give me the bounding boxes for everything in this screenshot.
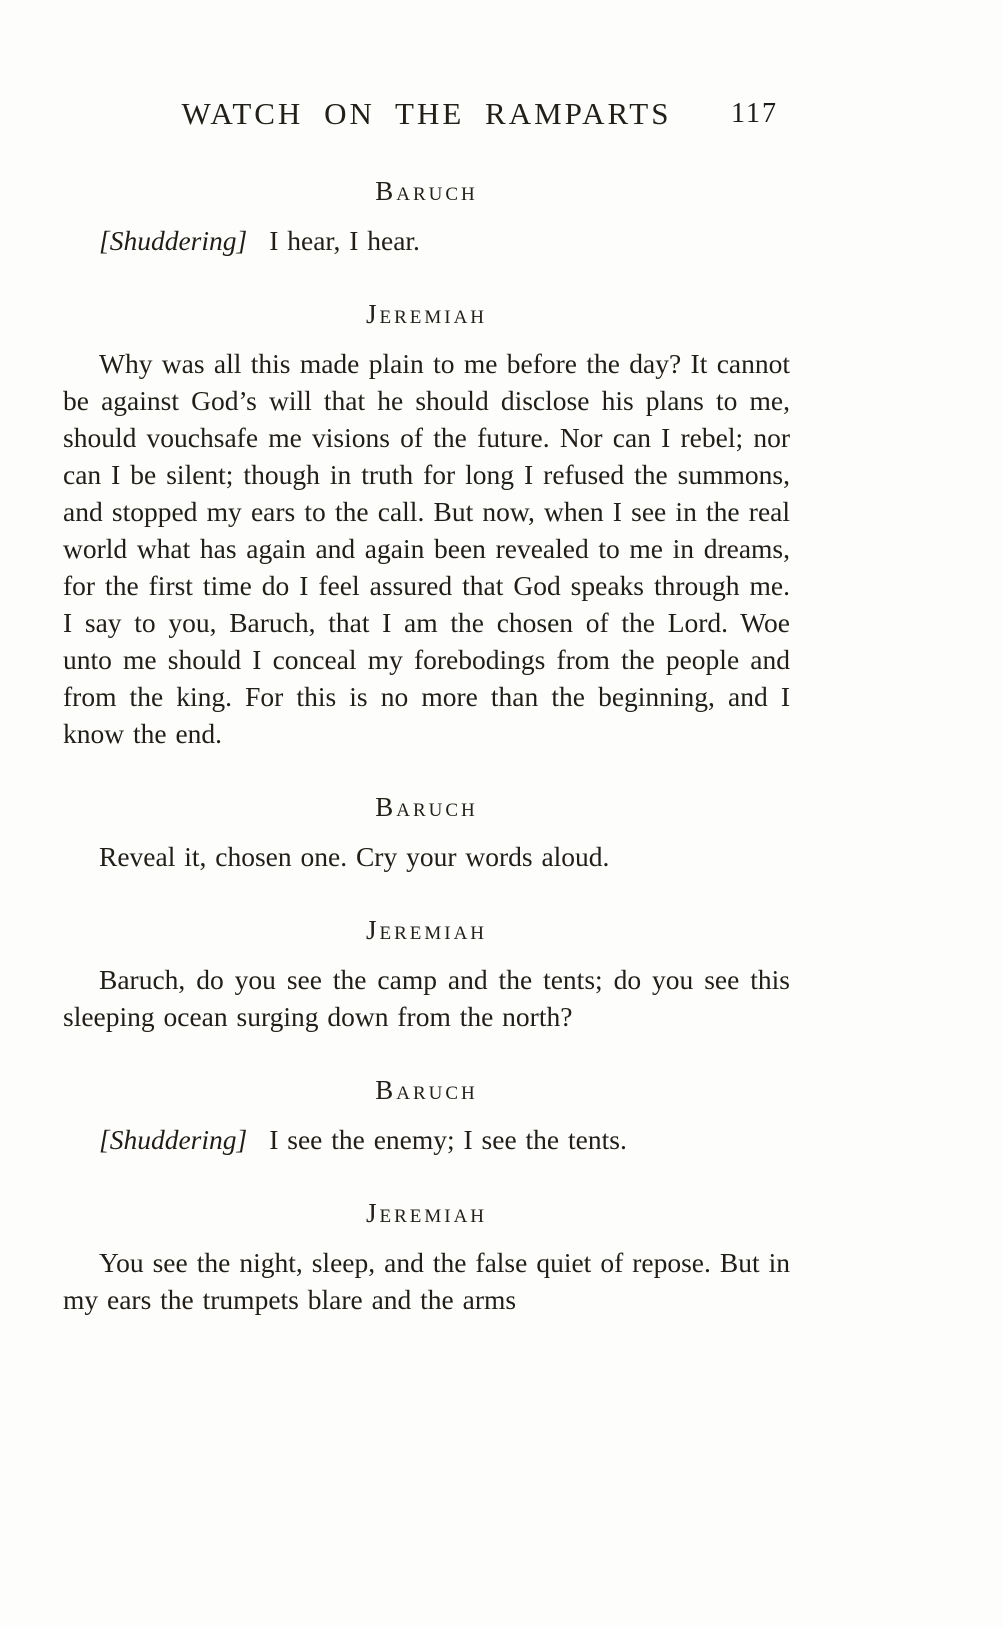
dialogue-line [63, 222, 790, 259]
speech-text: Baruch, do you see the camp and the tents; do you see this sleeping ocean surging down from the north? [63, 964, 790, 1032]
speaker-name: Jeremiah [365, 915, 488, 945]
speech-block [63, 176, 790, 259]
speaker-name: Jeremiah [365, 299, 488, 329]
text-block [63, 96, 790, 1352]
speech-text: You see the night, sleep, and the false quiet of repose. But in my ears the trumpets blare and the arms [63, 1247, 790, 1315]
stage-direction: [Shuddering] [99, 1124, 248, 1155]
speech-text: I see the enemy; I see the tents. [269, 1124, 627, 1155]
speech-block [63, 792, 790, 875]
running-header [63, 96, 790, 136]
speech-text: Why was all this made plain to me before the day? It cannot be against God’s will that he should disclose his plans to me, should vouchsafe me visions of the future. Nor can I rebel; nor can I be silent; though in truth for long I refused the summons, and stopped my ears to the call. But now, when I see in the real world what has again and again been revealed to me in dreams, for the first time do I feel assured that God speaks through me. I say to you, Baruch, that I am the chosen of the Lord. Woe unto me should I conceal my forebodings from the people and from the king. For this is no more than the beginning, and I know the end. [63, 348, 790, 749]
speaker-name: Baruch [375, 1075, 478, 1105]
speaker-name: Jeremiah [365, 1198, 488, 1228]
speech-block [63, 915, 790, 1035]
stage-direction: [Shuddering] [99, 225, 248, 256]
page-title: WATCH ON THE RAMPARTS [181, 96, 672, 131]
speaker-name: Baruch [375, 176, 478, 206]
speech-text: Reveal it, chosen one. Cry your words aloud. [99, 841, 610, 872]
speech-block [63, 1198, 790, 1318]
speech-text: I hear, I hear. [269, 225, 420, 256]
speech-block [63, 299, 790, 752]
dialogue-line [63, 1121, 790, 1158]
speaker-name: Baruch [375, 792, 478, 822]
page-number: 117 [731, 98, 778, 129]
speech-block [63, 1075, 790, 1158]
